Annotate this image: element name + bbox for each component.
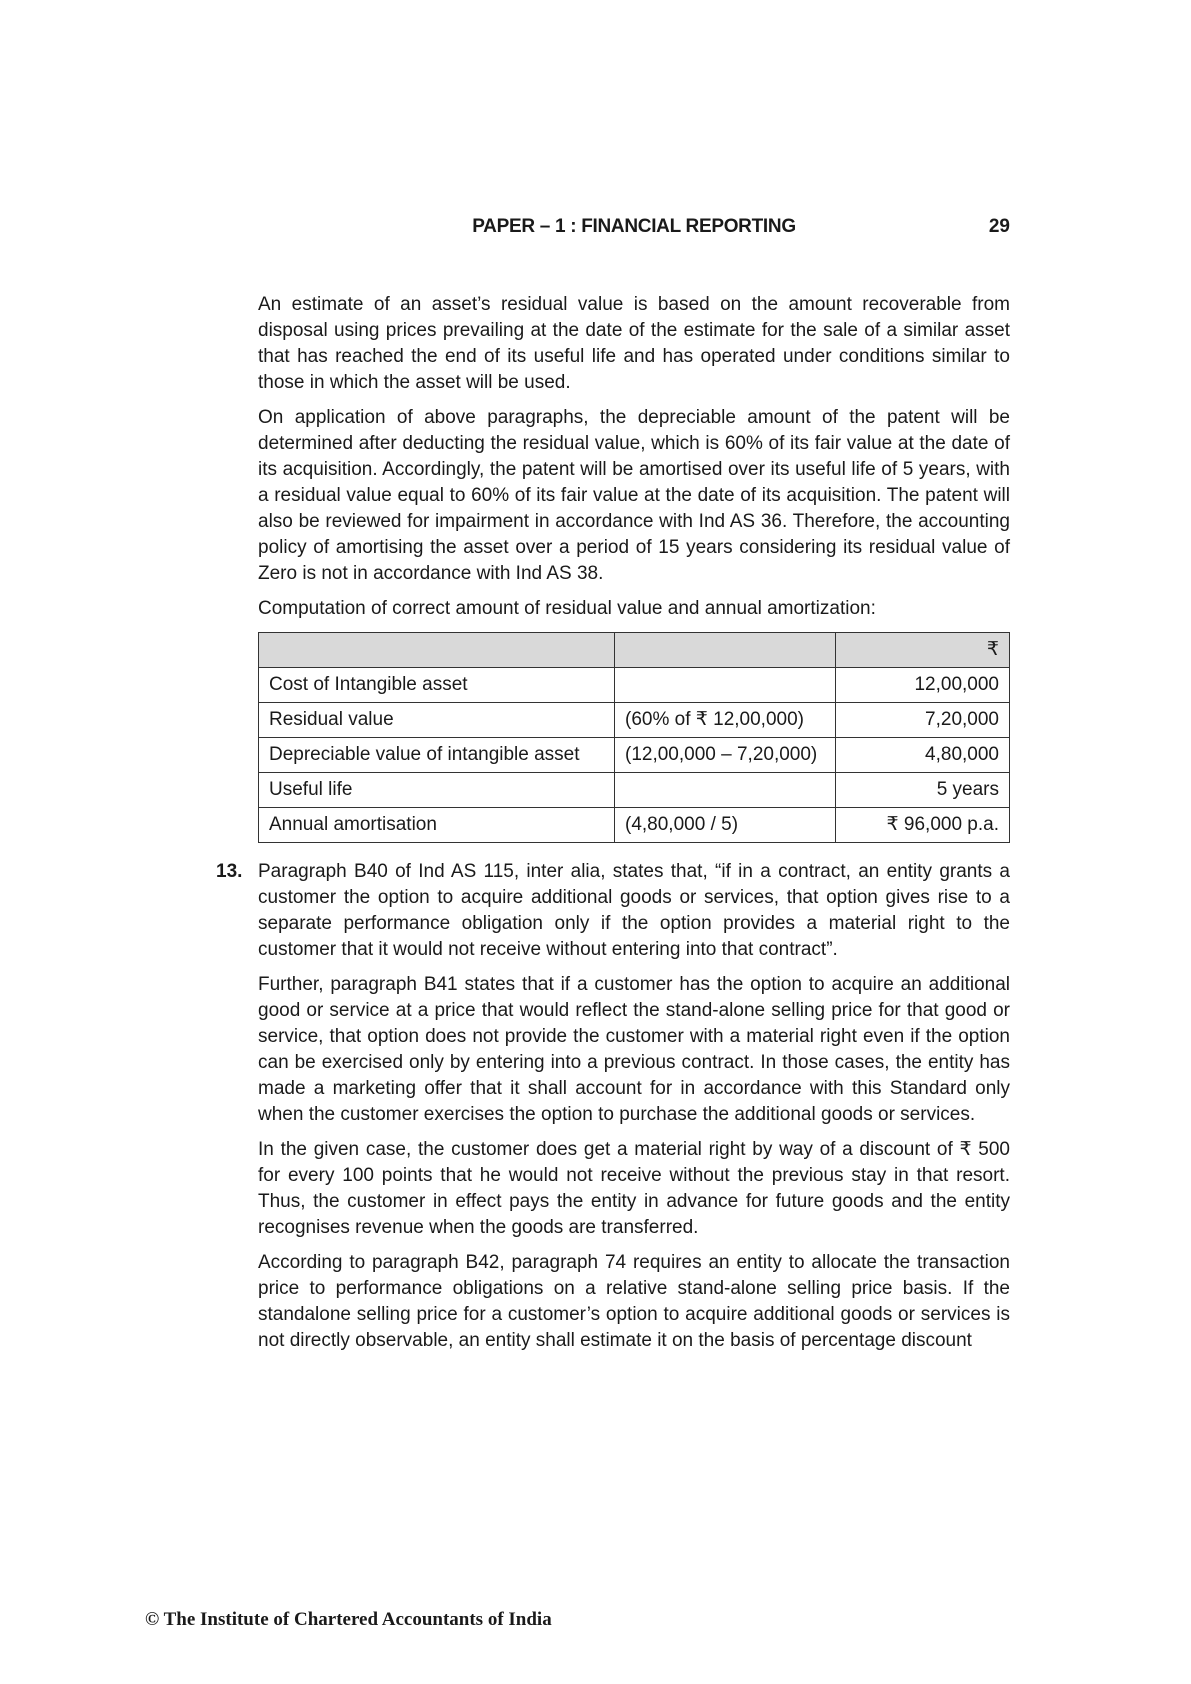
page-title: PAPER – 1 : FINANCIAL REPORTING (472, 216, 796, 237)
table-cell-label: Useful life (259, 773, 615, 808)
paragraph-computation-intro: Computation of correct amount of residual value and annual amortization: (258, 598, 876, 619)
table-header-cell (259, 633, 615, 668)
page-header (258, 216, 1010, 242)
table-cell-working: (4,80,000 / 5) (615, 808, 836, 843)
table-cell-label: Depreciable value of intangible asset (259, 738, 615, 773)
table-cell-working: (60% of ₹ 12,00,000) (615, 703, 836, 738)
table-row (259, 738, 1010, 773)
table-cell-amount: 12,00,000 (836, 668, 1010, 703)
paragraph-given-case: In the given case, the customer does get a material right by way of a discount of ₹ 500 for every 100 points that he would not receive without the previous stay in that resort. Thus, the customer in effect pays the entity in advance for future goods and the entity recognises revenue when the goods are transferred. (258, 1139, 1010, 1238)
currency-header-cell: ₹ (836, 633, 1010, 668)
page-number: 29 (988, 216, 1010, 237)
table-row (259, 668, 1010, 703)
page-body (216, 292, 1010, 1363)
table-cell-working: (12,00,000 – 7,20,000) (615, 738, 836, 773)
paragraph-residual-value: An estimate of an asset’s residual value is based on the amount recoverable from disposal using prices prevailing at the date of the estimate for the sale of a similar asset that has reached the end of its useful life and has operated under conditions similar to those in which the asset will be used. (258, 294, 1010, 393)
table-header-row (259, 633, 1010, 668)
paragraph-b40: Paragraph B40 of Ind AS 115, inter alia, states that, “if in a contract, an entity grants a customer the option to acquire additional goods or services, that option gives rise to a separate performance obligation only if the option provides a material right to the customer that it would not receive without entering into that contract”. (258, 861, 1010, 960)
table-header-cell (615, 633, 836, 668)
copyright-footer: © The Institute of Chartered Accountants of India (145, 1609, 552, 1630)
table-cell-amount: ₹ 96,000 p.a. (836, 808, 1010, 843)
table-cell-working (615, 773, 836, 808)
item-number: 13. (216, 861, 243, 882)
table-cell-amount: 7,20,000 (836, 703, 1010, 738)
computation-table (258, 632, 1010, 843)
table-cell-label: Annual amortisation (259, 808, 615, 843)
table-cell-amount: 4,80,000 (836, 738, 1010, 773)
table-cell-amount: 5 years (836, 773, 1010, 808)
answer-item-13 (216, 859, 1010, 1354)
table-row (259, 808, 1010, 843)
table-row (259, 773, 1010, 808)
paragraph-application: On application of above paragraphs, the depreciable amount of the patent will be determined after deducting the residual value, which is 60% of its fair value at the date of its acquisition. Accordingly, the patent will be amortised over its useful life of 5 years, with a residual value equal to 60% of its fair value at the date of its acquisition. The patent will also be reviewed for impairment in accordance with Ind AS 36. Therefore, the accounting policy of amortising the asset over a period of 15 years considering its residual value of Zero is not in accordance with Ind AS 38. (258, 407, 1010, 584)
table-cell-label: Residual value (259, 703, 615, 738)
table-cell-label: Cost of Intangible asset (259, 668, 615, 703)
paragraph-b41: Further, paragraph B41 states that if a customer has the option to acquire an additional good or service at a price that would reflect the stand-alone selling price for that good or service, that option does not provide the customer with a material right even if the option can be exercised only by entering into a previous contract. In those cases, the entity has made a marketing offer that it shall account for in accordance with this Standard only when the customer exercises the option to purchase the additional goods or services. (258, 974, 1010, 1125)
table-cell-working (615, 668, 836, 703)
table-row (259, 703, 1010, 738)
paragraph-b42: According to paragraph B42, paragraph 74 requires an entity to allocate the transaction price to performance obligations on a relative stand-alone selling price basis. If the standalone selling price for a customer’s option to acquire additional goods or services is not directly observable, an entity shall estimate it on the basis of percentage discount (258, 1252, 1010, 1351)
